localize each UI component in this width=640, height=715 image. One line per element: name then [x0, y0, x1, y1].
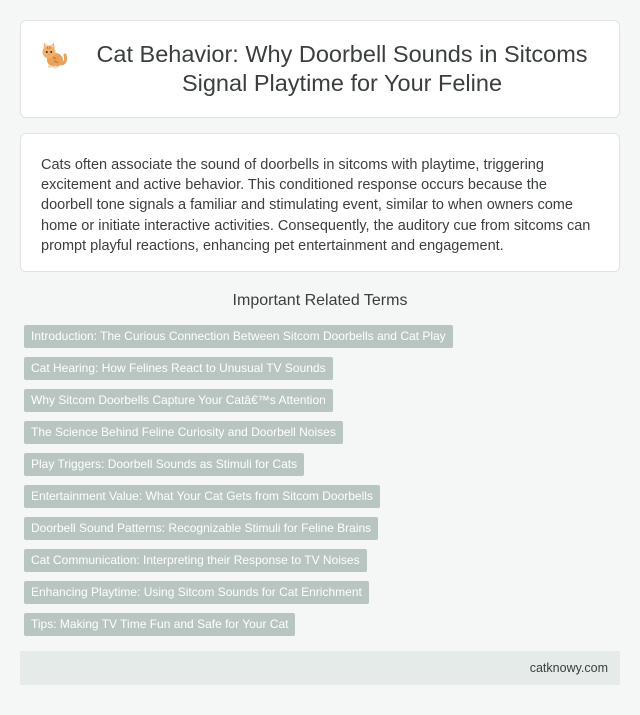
related-terms-list — [24, 325, 620, 645]
related-term-tag[interactable]: Doorbell Sound Patterns: Recognizable Stimuli for Feline Brains — [24, 517, 378, 540]
summary-text: Cats often associate the sound of doorbells in sitcoms with playtime, triggering excitement and active behavior. This conditioned response occurs because the doorbell tone signals a familiar and stimulating event, similar to when owners come home or initiate interactive activities. Consequently, the auditory cue from sitcoms can prompt playful reactions, enhancing pet entertainment and engagement. — [41, 157, 591, 254]
related-term-tag[interactable]: Play Triggers: Doorbell Sounds as Stimuli for Cats — [24, 453, 304, 476]
related-term-tag[interactable]: Enhancing Playtime: Using Sitcom Sounds for Cat Enrichment — [24, 581, 369, 604]
related-term-tag[interactable]: The Science Behind Feline Curiosity and Doorbell Noises — [24, 421, 343, 444]
related-term-tag[interactable]: Tips: Making TV Time Fun and Safe for Your Cat — [24, 613, 295, 636]
footer — [20, 651, 620, 685]
related-term-tag[interactable]: Cat Communication: Interpreting their Response to TV Noises — [24, 549, 367, 572]
related-terms-heading: Important Related Terms — [232, 292, 408, 309]
related-term-tag[interactable]: Entertainment Value: What Your Cat Gets from Sitcom Doorbells — [24, 485, 380, 508]
footer-site-link[interactable]: catknowy.com — [529, 661, 608, 675]
page-title: Cat Behavior: Why Doorbell Sounds in Sitcoms Signal Playtime for Your Feline — [96, 41, 588, 96]
related-term-tag[interactable]: Introduction: The Curious Connection Between Sitcom Doorbells and Cat Play — [24, 325, 453, 348]
title-card — [20, 20, 620, 118]
summary-card — [20, 133, 620, 272]
cat-icon — [38, 40, 68, 70]
related-term-tag[interactable]: Why Sitcom Doorbells Capture Your Catâ€™s Attention — [24, 389, 333, 412]
related-term-tag[interactable]: Cat Hearing: How Felines React to Unusual TV Sounds — [24, 357, 333, 380]
title-wrap — [38, 40, 602, 98]
